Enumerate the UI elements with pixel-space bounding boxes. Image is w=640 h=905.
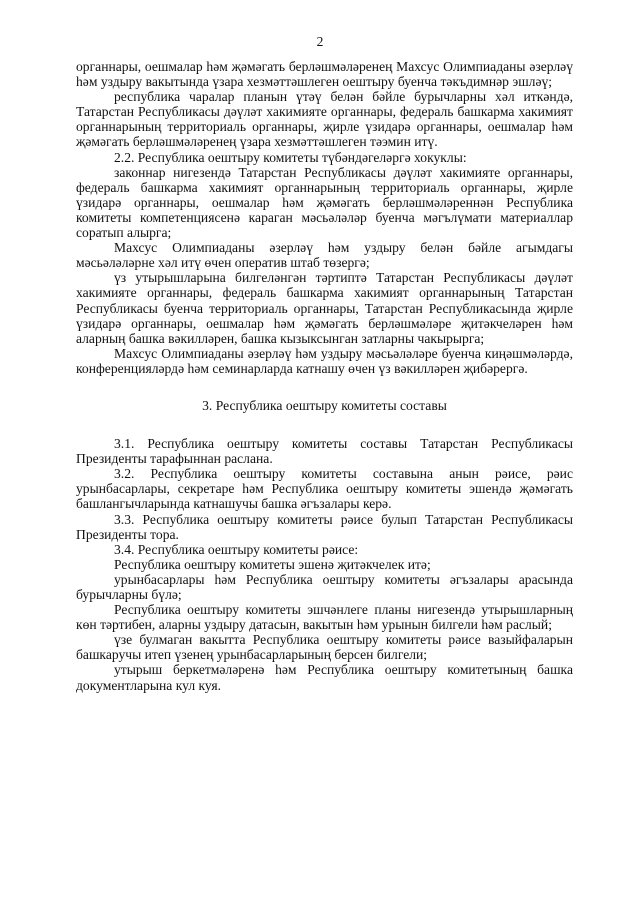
paragraph-clause-3-2: 3.2. Республика оештыру комитеты составына анын рәисе, рәис урынбасарлары, секретаре һәм Республика оештыру комитеты эшендә җәмәгать башлангычларында катнашучы башка әгъзалары керә. (76, 466, 573, 512)
paragraph: законнар нигезендә Татарстан Республикасы дәүләт хакимияте органнары, федераль башкарма хакимият органнарының территориаль органнары, җирле үзидарә органнары, оешмалар һәм җәмәгать берләшмәләреннән Республика комитеты компетенциясенә караган мәсьәләләр буенча мәгълүмати материаллар соратып алырга; (76, 164, 573, 241)
paragraph-clause-3-1: 3.1. Республика оештыру комитеты составы Татарстан Республикасы Президенты тарафыннан раслана. (76, 436, 573, 467)
paragraph-clause-3-4: 3.4. Республика оештыру комитеты рәисе: (114, 541, 359, 557)
paragraph: Махсус Олимпиаданы әзерләү һәм уздыру мәсьәләләре буенча киңәшмәләрдә, конференцияләрдә һәм семинарларда катнашу өчен үз вәкилләрен җибәрергә. (76, 345, 573, 376)
paragraph: Республика оештыру комитеты эшенә җитәкчелек итә; (114, 556, 431, 572)
document-body (76, 59, 573, 693)
paragraph: республика чаралар планын үтәү белән бәйле бурычларны хәл иткәндә, Татарстан Республикасы дәүләт хакимияте органнары, федераль башкарма хакимият органнарының территориаль органнары, җирле үзидарә органнары, оешмалар һәм җәмәгать берләшмәләренең үзара хезмәттәшлеген тәэмин итү. (76, 89, 573, 150)
paragraph: Махсус Олимпиаданы әзерләү һәм уздыру белән бәйле агымдагы мәсьәләләрне хәл итү өчен оператив штаб төзергә; (76, 240, 573, 271)
paragraph: урынбасарлары һәм Республика оештыру комитеты әгъзалары арасында бурычларны бүлә; (76, 571, 573, 602)
paragraph-clause-2-2: 2.2. Республика оештыру комитеты түбәндәгеләргә хокуклы: (114, 149, 467, 165)
paragraph-continuation: органнары, оешмалар һәм җәмәгать берләшмәләренең Махсус Олимпиаданы әзерләү һәм уздыру вакытында үзара хезмәттәшлеген оештыру буенча тәкъдимнәр эшләү; (76, 59, 573, 90)
page-number: 2 (316, 34, 324, 49)
paragraph: утырыш беркетмәләренә һәм Республика оештыру комитетының башка документларына кул куя. (76, 662, 573, 693)
section-heading: 3. Республика оештыру комитеты составы (202, 397, 447, 413)
paragraph-clause-3-3: 3.3. Республика оештыру комитеты рәисе булып Татарстан Республикасы Президенты тора. (76, 511, 573, 542)
paragraph: үзе булмаган вакытта Республика оештыру комитеты рәисе вазыйфаларын башкаручы итеп үзенең урынбасарларының берсен билгели; (76, 632, 573, 663)
paragraph: үз утырышларына билгеләнгән тәртиптә Татарстан Республикасы дәүләт хакимияте органнары, федераль башкарма хакимият органнарының Татарстан Республикасы буенча территориаль органнары, Татарстан Республикасында җирле үзидарә органнары, оешмалар һәм җәмәгать берләшмәләре җитәкчеләрен һәм аларның башка вәкилләрен, башка кызыксынган затларны чакырырга; (76, 270, 573, 346)
paragraph: Республика оештыру комитеты эшчәнлеге планы нигезендә утырышларның көн тәртибен, аларны уздыру датасын, вакытын һәм урынын билгели һәм раслый; (76, 602, 573, 633)
